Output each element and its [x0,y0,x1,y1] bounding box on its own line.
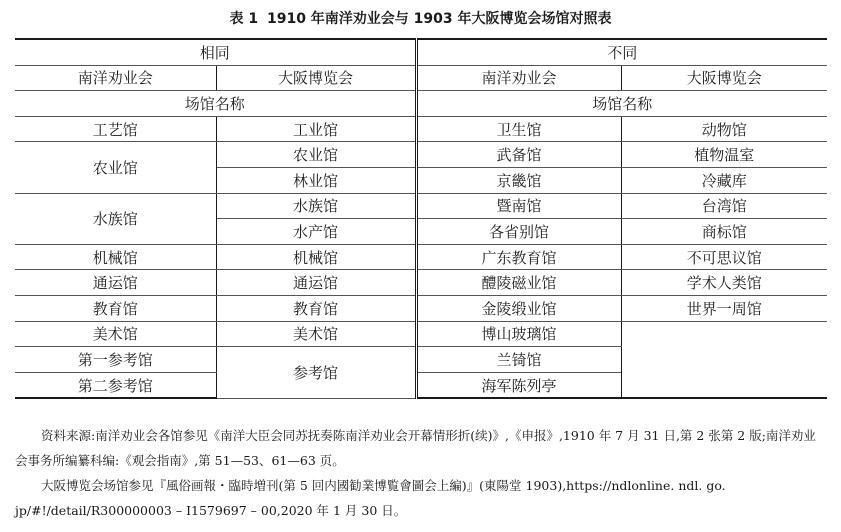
table-number: 表 1 [229,11,259,27]
table-cell: 通运馆 [216,270,416,296]
table-cell: 卫生馆 [416,116,621,142]
source-note: 资料来源:南洋劝业会各馆参见《南洋大臣会同苏抚奏陈南洋劝业会开幕情形折(续)》,《申报》,1910 年 7 月 31 日,第 2 张第 2 版;南洋劝业会事务所编纂科编:《观会指南》,第 51—53、61—63 页。 [15,428,816,468]
table-row [15,193,827,219]
table-cell: 醴陵磁业馆 [416,270,621,296]
header-nanyang: 南洋劝业会 [416,65,621,91]
table-cell: 台湾馆 [621,193,827,219]
table-row [15,295,827,321]
table-cell: 水产馆 [216,219,416,245]
header-osaka: 大阪博览会 [216,65,416,91]
table-cell: 参考馆 [216,347,416,399]
table-row [15,39,827,65]
table-cell: 学术人类馆 [621,270,827,296]
table-cell: 博山玻璃馆 [416,321,621,347]
header-same: 相同 [15,39,416,65]
table-cell: 冷藏库 [621,167,827,193]
table-row [15,244,827,270]
table-row [15,65,827,91]
table-cell: 水族馆 [15,193,216,244]
table-cell: 教育馆 [216,295,416,321]
table-cell: 植物温室 [621,142,827,168]
table-cell: 第二参考馆 [15,372,216,398]
table-cell: 不可思议馆 [621,244,827,270]
comparison-table [15,38,827,399]
table-cell: 各省别馆 [416,219,621,245]
header-nanyang: 南洋劝业会 [15,65,216,91]
table-cell: 广东教育馆 [416,244,621,270]
table-title [0,8,841,28]
table-caption: 1910 年南洋劝业会与 1903 年大阪博览会场馆对照表 [266,11,612,27]
header-venue-name: 场馆名称 [416,91,827,117]
table-cell: 武备馆 [416,142,621,168]
table-cell: 金陵缎业馆 [416,295,621,321]
table-cell: 教育馆 [15,295,216,321]
table-cell: 通运馆 [15,270,216,296]
table-cell: 暨南馆 [416,193,621,219]
table-cell: 林业馆 [216,167,416,193]
table-cell: 农业馆 [15,142,216,193]
table-row [15,270,827,296]
source-note: 大阪博览会场馆参见『風俗画報・臨時増刊(第 5 回内國勧業博覧會圖会上編)』(東陽堂 1903),https://ndlonline. ndl. go. jp/#!/detail/R300000003 – I1579697 – 00,2020 年 1 月 30 日。 [15,478,726,518]
table-row [15,91,827,117]
table-cell: 海军陈列亭 [416,372,621,398]
table-cell: 第一参考馆 [15,347,216,373]
table-row [15,321,827,347]
header-osaka: 大阪博览会 [621,65,827,91]
table-cell: 京畿馆 [416,167,621,193]
table-cell: 水族馆 [216,193,416,219]
table-row [15,116,827,142]
table-cell: 农业馆 [216,142,416,168]
header-different: 不同 [416,39,827,65]
header-venue-name: 场馆名称 [15,91,416,117]
table-cell: 商标馆 [621,219,827,245]
table-cell: 美术馆 [15,321,216,347]
table-cell: 机械馆 [216,244,416,270]
table-cell: 工艺馆 [15,116,216,142]
table-cell: 动物馆 [621,116,827,142]
table-cell: 兰锜馆 [416,347,621,373]
empty-cell [621,321,827,398]
table-cell: 美术馆 [216,321,416,347]
table-cell: 机械馆 [15,244,216,270]
table-row [15,142,827,168]
source-notes [15,423,827,523]
table-cell: 工业馆 [216,116,416,142]
table-cell: 世界一周馆 [621,295,827,321]
